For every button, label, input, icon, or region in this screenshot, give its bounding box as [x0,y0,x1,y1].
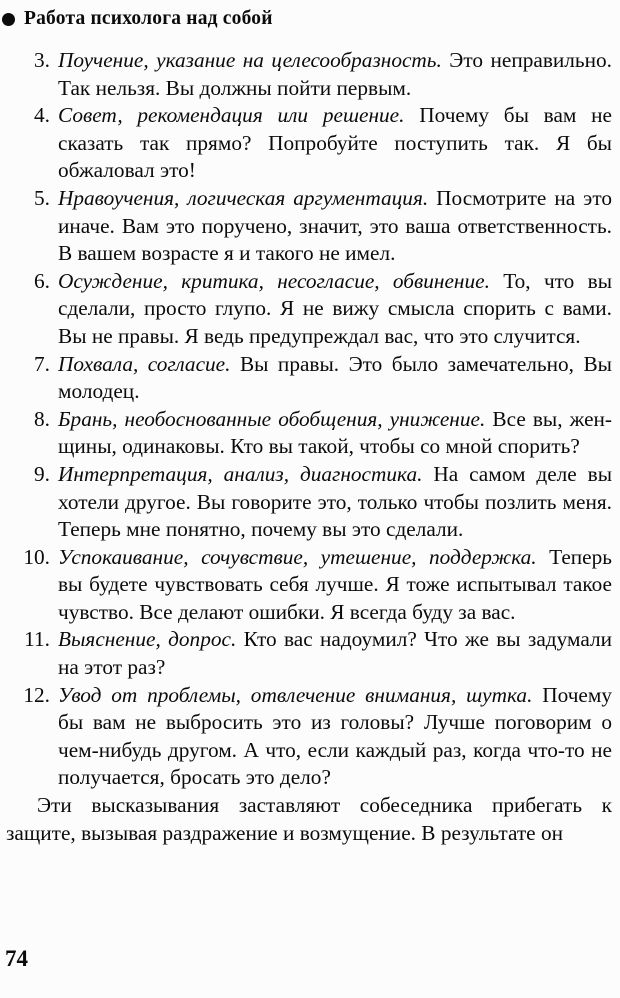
running-head [2,8,273,30]
advice-list [6,47,612,792]
item-term: Брань, необоснованные обобщения, унижение. [58,406,486,431]
list-item [6,47,612,102]
item-number: 9. [34,461,50,486]
closing-paragraph: Эти высказывания заставляют собеседника прибегать к защите, вызывая раздражение и возмущение. В результате он [6,793,612,845]
item-number: 5. [34,185,50,210]
item-term: Осуждение, критика, несогласие, обвинение. [58,268,490,293]
list-item [6,682,612,792]
item-number: 12. [23,682,50,707]
item-example: То, что вы сделали, просто глупо. Я не вижу смысла спорить с вами. Вы не правы. Я ведь предупреждал вас, что это случится. [58,268,613,348]
item-text-block [58,406,612,461]
item-example: Почему бы вам не выбросить это из головы? Лучше поговорим о чем-нибудь другом. А что, если каждый раз, когда что-то не получается, бросать это дело? [58,682,612,790]
item-term: Успокаивание, сочувствие, утешение, поддержка. [58,544,537,569]
page-number: 74 [5,946,28,971]
list-item [6,461,612,544]
list-item [6,351,612,406]
item-term: Поучение, указание на целесообразность. [58,48,442,72]
item-term: Выяснение, допрос. [58,627,237,652]
list-item [6,626,612,681]
item-text-block [58,626,612,681]
item-text-block [58,461,612,544]
item-number: 8. [34,406,50,431]
item-example: Вы правы. Это было замечательно, Вы молодец. [58,351,612,404]
item-term: Нравоучения, логическая аргументация. [58,185,429,210]
list-item [6,268,612,351]
item-example: Это неправильно. Так нельзя. Вы должны пойти первым. [58,48,613,100]
item-term: Совет, рекомендация или решение. [58,103,405,128]
item-example: Кто вас надоумил? Что же вы задумали на этот раз? [58,627,612,680]
item-term: Увод от проблемы, отвлечение внимания, шутка. [58,682,533,707]
item-number: 10. [23,544,50,569]
item-text-block [58,682,612,792]
list-item [6,185,612,268]
item-term: Похвала, согласие. [58,351,231,376]
running-head-title: Работа психолога над собой [24,8,273,29]
item-number: 4. [34,103,50,128]
item-text-block [58,544,612,627]
item-number: 6. [34,268,50,293]
item-example: Теперь вы будете чувствовать себя лучше. Я тоже испытывал такое чувство. Все делают ошибки. Я всегда буду за вас. [58,544,612,624]
item-term: Интерпретация, анализ, диагностика. [58,461,423,486]
item-example: Почему бы вам не сказать так прямо? Попробуйте поступить так. Я бы обжаловал это! [58,103,612,183]
item-example: На самом деле вы хотели другое. Вы говорите это, только чтобы позлить меня. Теперь мне понятно, почему вы это сделали. [58,461,613,542]
item-number: 3. [34,48,50,72]
item-text-block [58,47,612,102]
item-number: 7. [34,351,50,376]
item-text-block [58,102,612,185]
item-text-block [58,268,612,351]
list-item [6,102,612,185]
list-item [6,406,612,461]
item-example: Посмотрите на это иначе. Вам это поручено, значит, это ваша ответственность. В вашем возрасте я и такого не имел. [58,185,612,266]
bullet-icon [2,13,15,26]
item-example: Все вы, женщины, одинаковы. Кто вы такой, чтобы со мной спорить? [58,406,613,459]
item-text-block [58,351,612,406]
page-content [6,47,612,847]
item-text-block [58,185,612,268]
list-item [6,544,612,627]
item-number: 11. [24,627,50,652]
